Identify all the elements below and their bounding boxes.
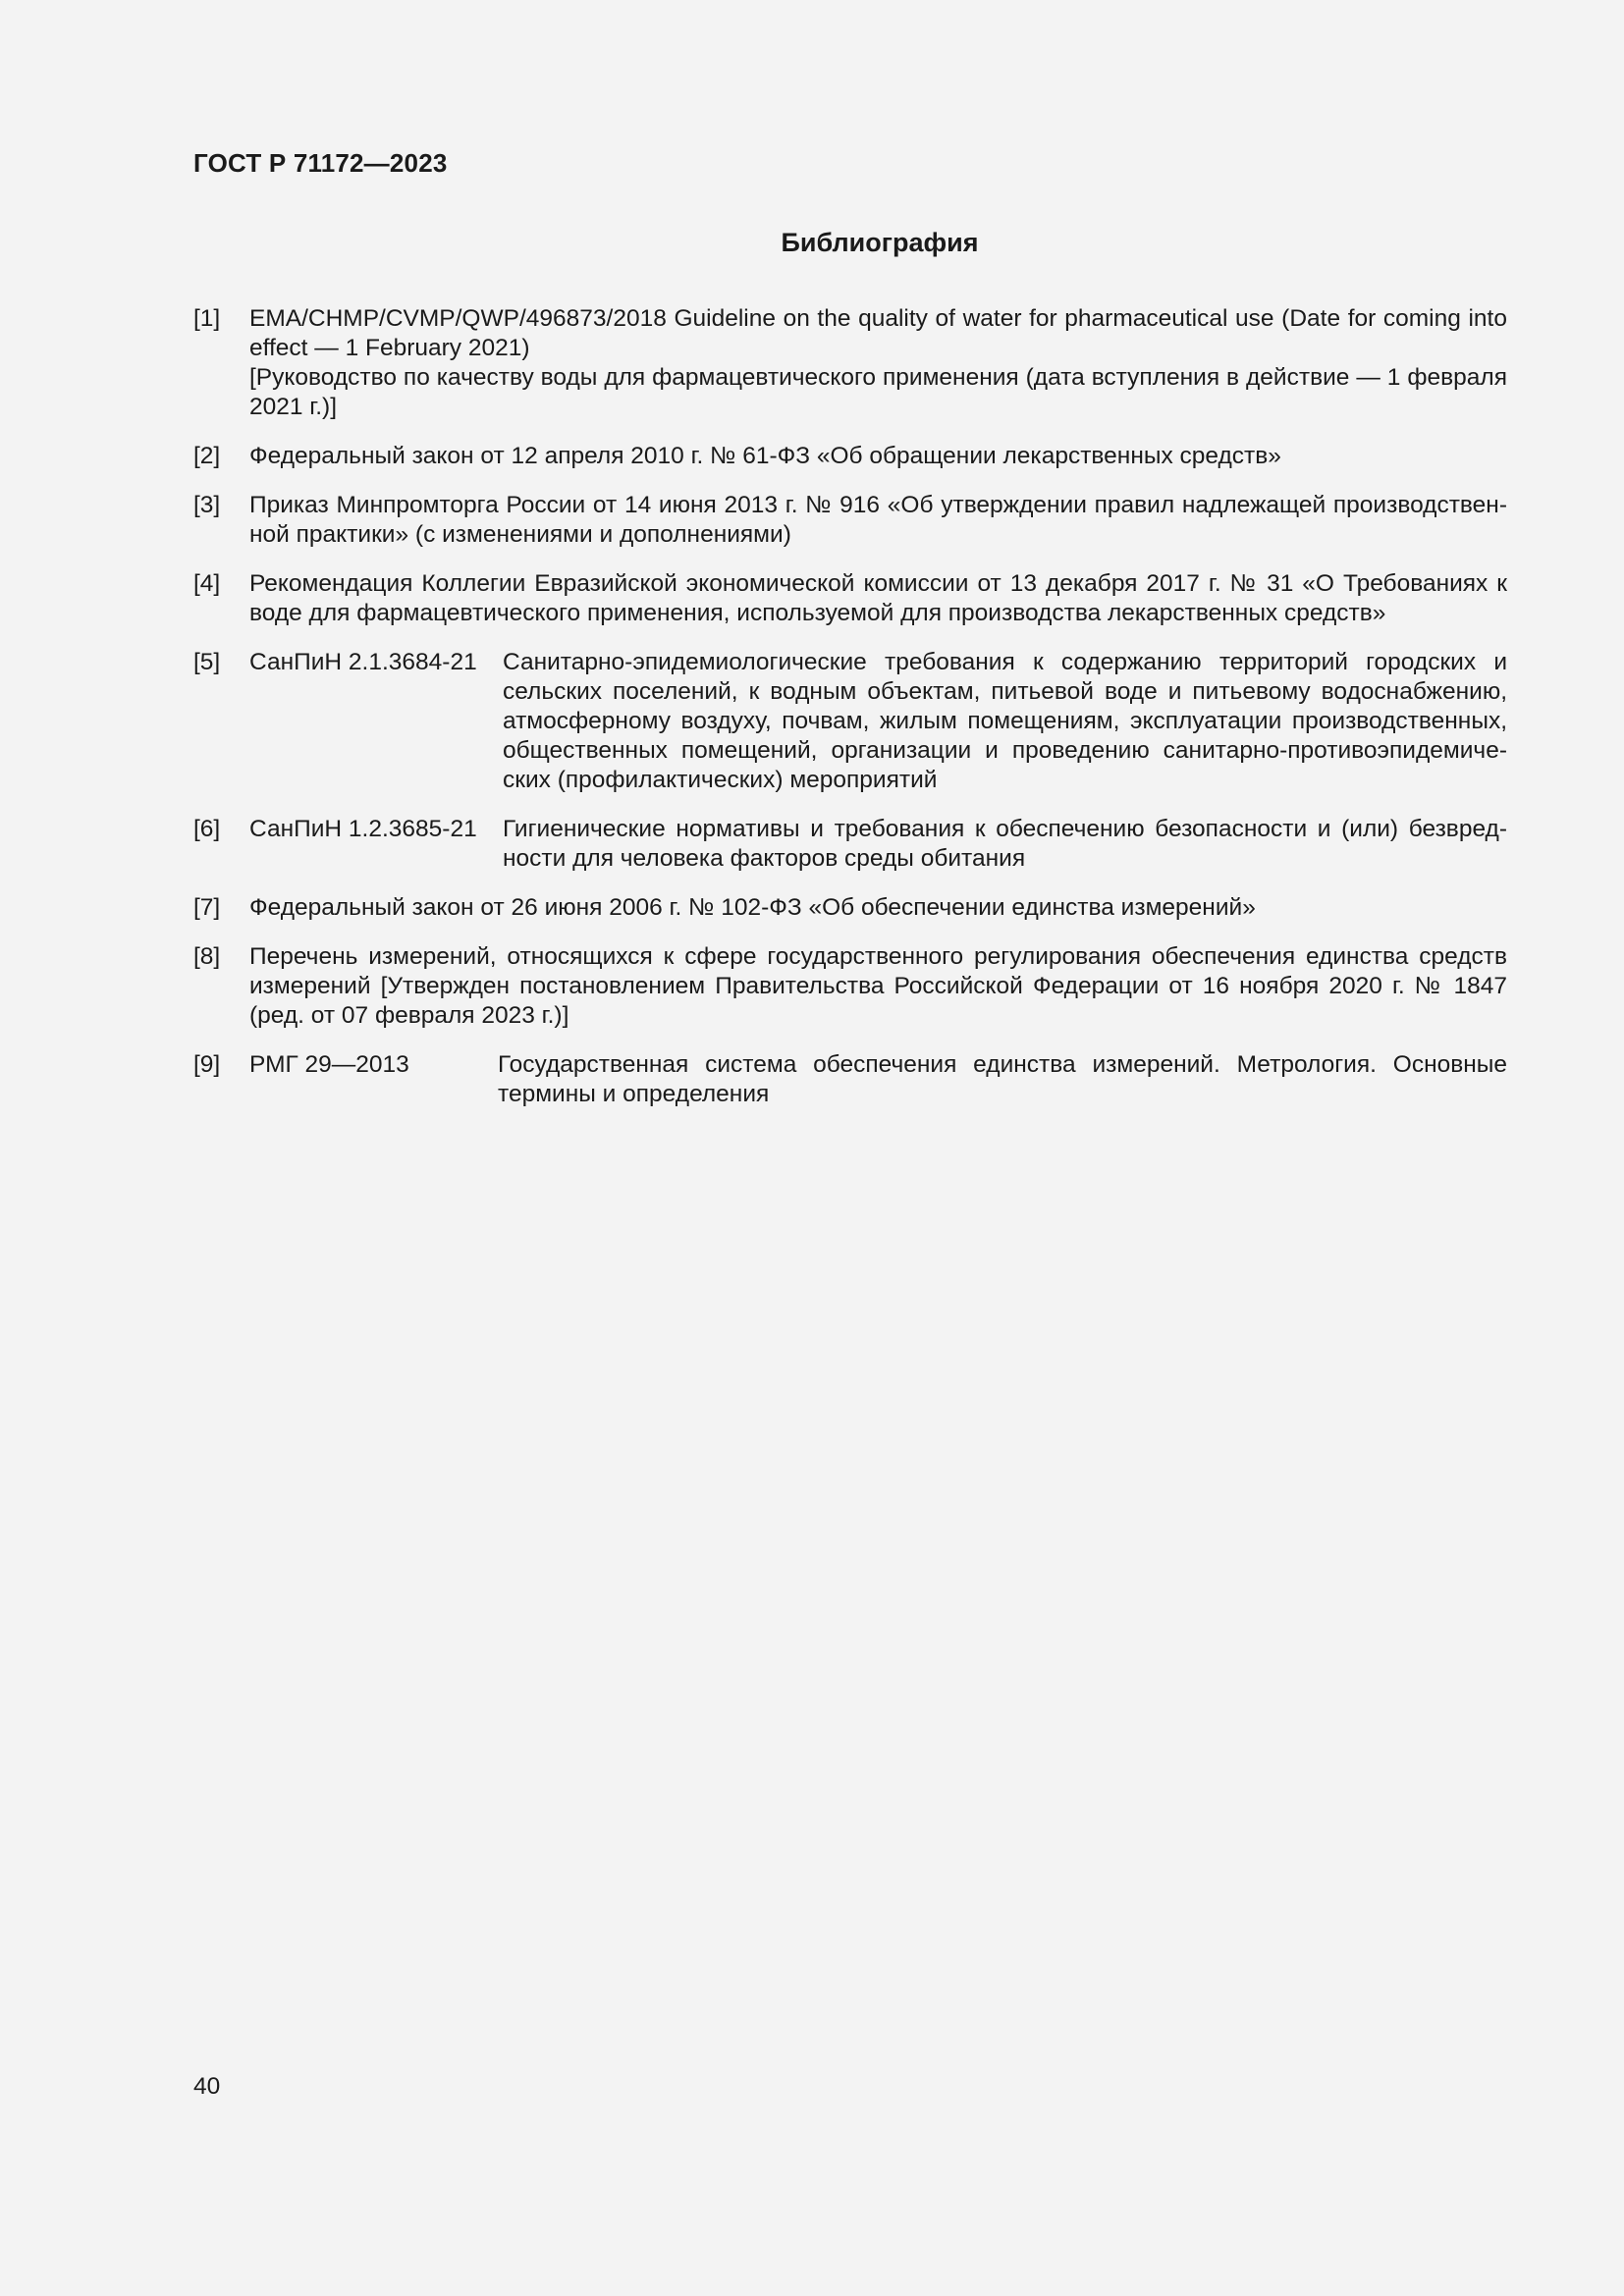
entry-text: Рекомендация Коллегии Евразийской экономической комиссии от 13 декабря 2017 г. № 31 «О Требованиях к воде для фармацевтического применения, используемой для производства лекарственных средств» xyxy=(249,570,1507,626)
bibliography-entry-5 xyxy=(193,648,1507,795)
entry-text xyxy=(249,304,1507,422)
page-number: 40 xyxy=(193,2073,221,2100)
bibliography-entry-8 xyxy=(193,942,1507,1031)
entry-description: Гигиенические нормативы и требования к обеспечению безопасности и (или) безвред-ности для человека факторов среды обитания xyxy=(503,816,1507,872)
entry-description: Санитарно-эпидемиологические требования к содержанию территорий городских и сельских поселений, к водным объектам, питьевой воде и питьевому водоснабжению, атмосферному воздуху, почвам, жилым помещениям, эксплуатации производственных, общественных помещений, организации и проведению санитарно-противоэпидемиче-ских (профилактических) мероприятий xyxy=(503,649,1507,793)
entry-text: Федеральный закон от 12 апреля 2010 г. № 61-ФЗ «Об обращении лекарственных средств» xyxy=(249,443,1281,469)
entry-number: [7] xyxy=(193,894,221,921)
entry-number: [3] xyxy=(193,492,221,518)
bibliography-entry-3 xyxy=(193,491,1507,550)
bibliography-entry-9 xyxy=(193,1050,1507,1109)
entry-number: [4] xyxy=(193,570,221,597)
entry-code: СанПиН 1.2.3685-21 xyxy=(249,816,477,842)
entry-text: Перечень измерений, относящихся к сфере государственного регулирования обеспечения единства средств измерений [Утвержден постановлением Правительства Российской Федерации от 16 ноября 2020 г. № 1847 (ред. от 07 февраля 2023 г.)] xyxy=(249,943,1507,1029)
entry-number: [9] xyxy=(193,1051,221,1078)
entry-original-title: EMA/CHMP/CVMP/QWP/496873/2018 Guideline on the quality of water for pharmaceutical use (Date for coming into effect — 1 February 2021) xyxy=(249,305,1507,361)
entry-number: [8] xyxy=(193,943,221,970)
entry-number: [6] xyxy=(193,816,221,842)
entry-code: СанПиН 2.1.3684-21 xyxy=(249,649,477,675)
entry-text: Федеральный закон от 26 июня 2006 г. № 102-ФЗ «Об обеспечении единства измерений» xyxy=(249,894,1256,921)
section-title: Библиография xyxy=(781,228,979,257)
bibliography-entry-7 xyxy=(193,893,1507,923)
entry-number: [2] xyxy=(193,443,221,469)
entry-translated-title: [Руководство по качеству воды для фармацевтического применения (дата вступления в действие — 1 февраля 2021 г.)] xyxy=(249,364,1507,420)
document-code: ГОСТ Р 71172—2023 xyxy=(193,148,448,178)
bibliography-entry-2 xyxy=(193,442,1507,471)
bibliography-list xyxy=(193,304,1507,1129)
bibliography-entry-6 xyxy=(193,815,1507,874)
entry-description: Государственная система обеспечения единства измерений. Метрология. Основные термины и определения xyxy=(498,1051,1507,1107)
bibliography-entry-4 xyxy=(193,569,1507,628)
entry-number: [5] xyxy=(193,649,221,675)
entry-number: [1] xyxy=(193,305,221,332)
entry-text: Приказ Минпромторга России от 14 июня 2013 г. № 916 «Об утверждении правил надлежащей производствен-ной практики» (с изменениями и дополнениями) xyxy=(249,492,1507,548)
bibliography-entry-1 xyxy=(193,304,1507,422)
entry-code: РМГ 29—2013 xyxy=(249,1051,409,1078)
